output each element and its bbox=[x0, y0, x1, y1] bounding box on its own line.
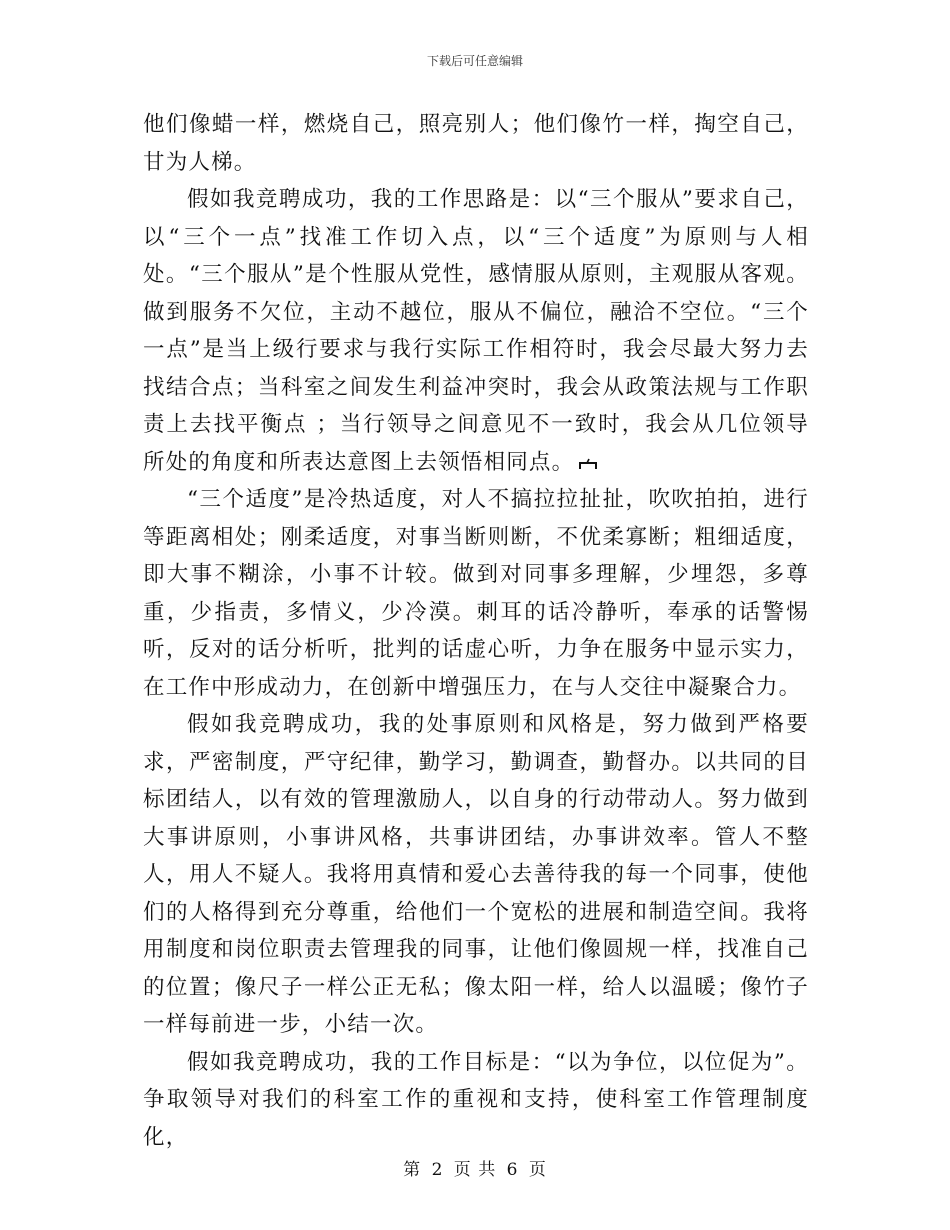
footer-mid: 页 共 bbox=[453, 1160, 497, 1180]
paragraph: “三个适度”是冷热适度，对人不搞拉拉扯扯，吹吹拍拍，进行等距离相处；刚柔适度，对事当断则断，不优柔寡断；粗细适度，即大事不糊涂，小事不计较。做到对同事多理解，少埋怨，多尊重，少指责，多情义，少冷漠。刺耳的话冷静听，奉承的话警惕听，反对的话分析听，批判的话虚心听，力争在服务中显示实力，在工作中形成动力，在创新中增强压力，在与人交往中凝聚合力。 bbox=[143, 487, 809, 700]
total-page-count: 6 bbox=[506, 1160, 519, 1180]
paragraph: 假如我竞聘成功，我的处事原则和风格是，努力做到严格要求，严密制度，严守纪律，勤学习，勤调查，勤督办。以共同的目标团结人，以有效的管理激励人，以自身的行动带动人。努力做到大事讲原则，小事讲风格，共事讲团结，办事讲效率。管人不整人，用人不疑人。我将用真情和爱心去善待我的每一个同事，使他们的人格得到充分尊重，给他们一个宽松的进展和制造空间。我将用制度和岗位职责去管理我的同事，让他们像圆规一样，找准自己的位置；像尺子一样公正无私；像太阳一样，给人以温暖；像竹子一样每前进一步，小结一次。 bbox=[143, 712, 809, 1037]
footer-suffix: 页 bbox=[528, 1160, 547, 1180]
bracket-mark-icon bbox=[578, 456, 598, 470]
page-header: 下载后可任意编辑 bbox=[426, 54, 523, 68]
paragraph-text: 假如我竞聘成功，我的工作思路是：以“三个服从”要求自己，以“三个一点”找准工作切入点，以“三个适度”为原则与人相处。“三个服从”是个性服从党性，感情服从原则，主观服从客观。做到服务不欠位，主动不越位，服从不偏位，融洽不空位。“三个一点”是当上级行要求与我行实际工作相符时，我会尽最大努力去找结合点；当科室之间发生利益冲突时，我会从政策法规与工作职责上去找平衡点 ；当行领导之间意见不一致时，我会从几位领导所处的角度和所表达意图上去领悟相同点。 bbox=[143, 187, 809, 475]
paragraph: 他们像蜡一样，燃烧自己，照亮别人；他们像竹一样，掏空自己，甘为人梯。 bbox=[143, 112, 809, 175]
document-body bbox=[143, 106, 809, 1156]
paragraph: 假如我竞聘成功，我的工作目标是：“以为争位，以位促为”。争取领导对我们的科室工作的重视和支持，使科室工作管理制度化， bbox=[143, 1049, 809, 1150]
footer-prefix: 第 bbox=[403, 1160, 422, 1180]
page-footer bbox=[0, 1155, 950, 1180]
paragraph bbox=[143, 181, 809, 481]
current-page-number: 2 bbox=[431, 1160, 444, 1180]
